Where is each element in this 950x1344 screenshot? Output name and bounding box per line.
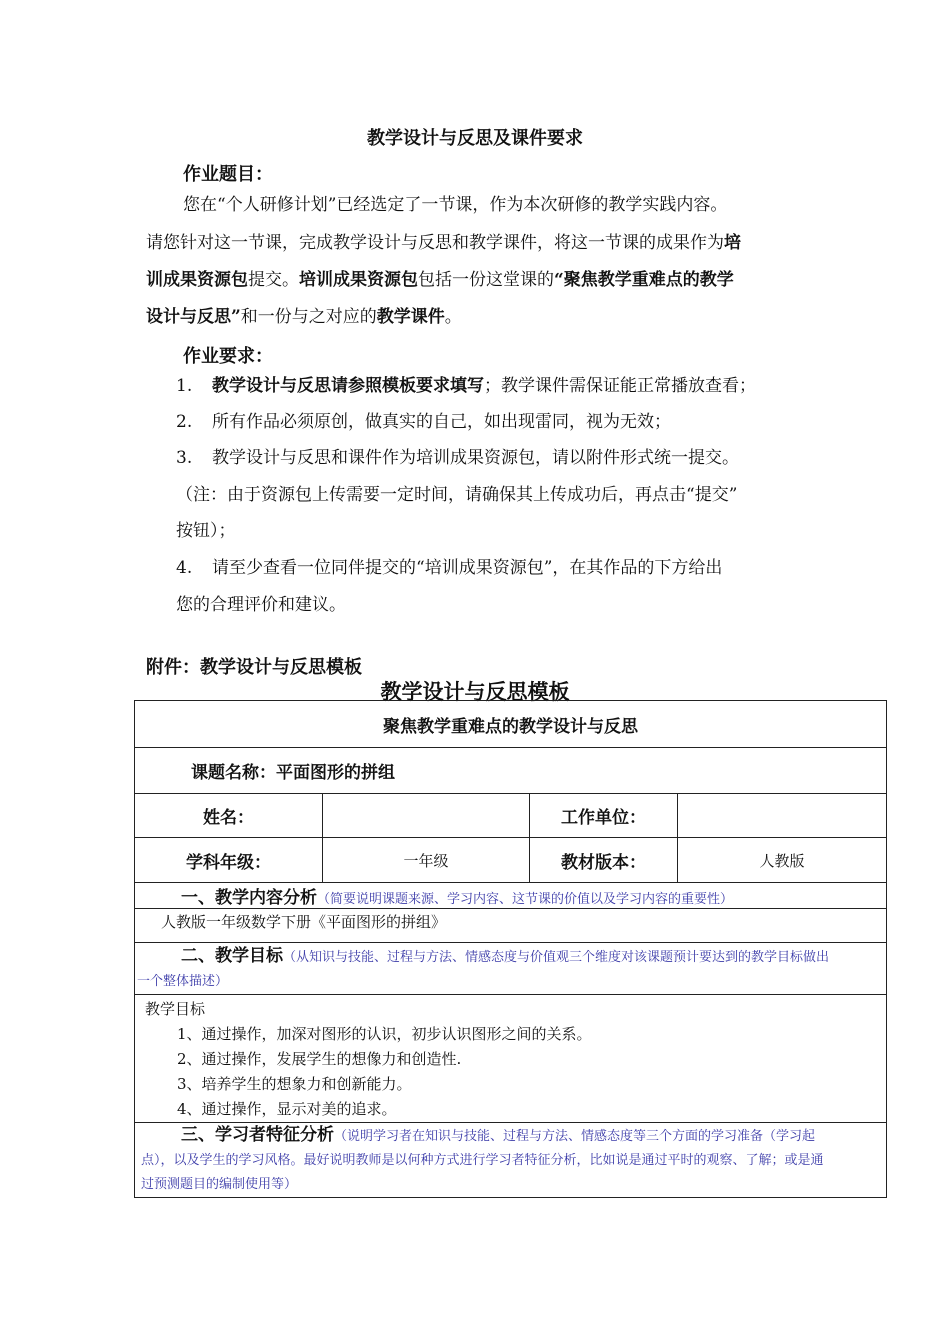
intro-p4d: 。 xyxy=(444,307,462,327)
section-2-content xyxy=(135,995,887,1123)
note-line-1: （注：由于资源包上传需要一定时间，请确保其上传成功后，再点击“提交” xyxy=(176,485,738,505)
intro-p3d: 包括一份这堂课的 xyxy=(418,270,554,290)
intro-line-4 xyxy=(146,299,462,336)
form-header: 聚焦教学重难点的教学设计与反思 xyxy=(135,701,887,748)
name-label: 姓名： xyxy=(135,794,323,838)
goal-item: 3、培养学生的想象力和创新能力。 xyxy=(177,1075,412,1093)
grade-label: 学科年级： xyxy=(135,838,323,883)
requirement-number: 2. xyxy=(176,412,193,432)
section-2-header xyxy=(135,943,887,995)
goal-item: 1、通过操作，加深对图形的认识，初步认识图形之间的关系。 xyxy=(177,1025,592,1043)
intro-p2a: 请您针对这一节课，完成教学设计与反思和教学课件，将这一节课的成果作为 xyxy=(146,233,724,253)
unit-value[interactable] xyxy=(678,794,887,838)
requirement-number: 1. xyxy=(176,376,193,396)
intro-line-1 xyxy=(183,187,727,224)
goals-head: 教学目标 xyxy=(145,1000,206,1018)
requirement-4 xyxy=(176,550,722,587)
requirement-text: 教学设计与反思和课件作为培训成果资源包，请以附件形式统一提交。 xyxy=(212,448,739,468)
intro-p3a: 训成果资源包 xyxy=(146,270,248,290)
page-title: 教学设计与反思及课件要求 xyxy=(367,128,583,149)
requirement-1 xyxy=(176,368,756,405)
intro-line-3 xyxy=(146,262,734,299)
intro-p4a: 设计与反思” xyxy=(146,307,241,327)
template-title: 教学设计与反思模板 xyxy=(380,679,570,704)
requirement-text: 所有作品必须原创，做真实的自己，如出现雷同，视为无效； xyxy=(212,412,671,432)
section-1-hint: （简要说明课题来源、学习内容、这节课的价值以及学习内容的重要性） xyxy=(317,892,734,907)
requirements-label: 作业要求： xyxy=(183,346,273,367)
section-2-hint: （从知识与技能、过程与方法、情感态度与价值观三个维度对该课题预计要达到的教学目标做出 xyxy=(283,949,830,965)
intro-p3c: 培训成果资源包 xyxy=(299,270,418,290)
name-value[interactable] xyxy=(323,794,530,838)
section-3-hint-cont: 过预测题目的编制使用等） xyxy=(141,1177,298,1192)
intro-p1: 您在“个人研修计划”已经选定了一节课，作为本次研修的教学实践内容。 xyxy=(183,195,728,215)
note-line-2: 按钮）； xyxy=(176,521,236,541)
intro-p3e: “聚焦教学重难点的教学 xyxy=(554,270,734,290)
requirement-4-cont: 您的合理评价和建议。 xyxy=(176,595,346,615)
section-3-hint: （说明学习者在知识与技能、过程与方法、情感态度等三个方面的学习准备（学习起 xyxy=(334,1129,816,1144)
section-1-content: 人教版一年级数学下册《平面图形的拼组》 xyxy=(135,909,887,943)
grade-value: 一年级 xyxy=(323,838,530,883)
assignment-label: 作业题目： xyxy=(183,164,273,185)
section-3-hint-cont: 点），以及学生的学习风格。最好说明教师是以何种方式进行学习者特征分析，比如说是通过平时的观察、了解；或是通 xyxy=(141,1153,824,1168)
intro-p3b: 提交。 xyxy=(248,270,299,290)
intro-p4b: 和一份与之对应的 xyxy=(240,307,377,327)
edition-label: 教材版本： xyxy=(530,838,678,883)
section-1-header xyxy=(135,883,887,909)
unit-label: 工作单位： xyxy=(530,794,678,838)
section-3-title: 三、学习者特征分析 xyxy=(181,1125,334,1145)
section-1-title: 一、教学内容分析 xyxy=(181,888,317,908)
requirement-3 xyxy=(176,440,739,477)
requirement-text: 请至少查看一位同伴提交的“培训成果资源包”，在其作品的下方给出 xyxy=(212,558,723,578)
requirement-bold: 教学设计与反思请参照模板要求填写 xyxy=(212,376,484,396)
goal-item: 4、通过操作，显示对美的追求。 xyxy=(177,1100,397,1118)
requirement-2 xyxy=(176,404,671,441)
attachment-label: 附件：教学设计与反思模板 xyxy=(146,657,362,678)
topic-cell: 课题名称：平面图形的拼组 xyxy=(135,748,887,794)
section-3-header xyxy=(135,1123,887,1198)
edition-value: 人教版 xyxy=(678,838,887,883)
requirement-number: 4. xyxy=(176,558,193,578)
intro-p4c: 教学课件 xyxy=(376,307,445,327)
requirement-text: ；教学课件需保证能正常播放查看； xyxy=(484,376,756,396)
section-2-title: 二、教学目标 xyxy=(181,945,283,966)
goal-item: 2、通过操作，发展学生的想像力和创造性. xyxy=(177,1050,462,1068)
section-2-hint-cont: 一个整体描述） xyxy=(137,973,229,989)
intro-line-2 xyxy=(146,225,741,262)
intro-p2b: 培 xyxy=(724,233,741,253)
template-form xyxy=(134,700,887,1198)
requirement-number: 3. xyxy=(176,448,193,468)
